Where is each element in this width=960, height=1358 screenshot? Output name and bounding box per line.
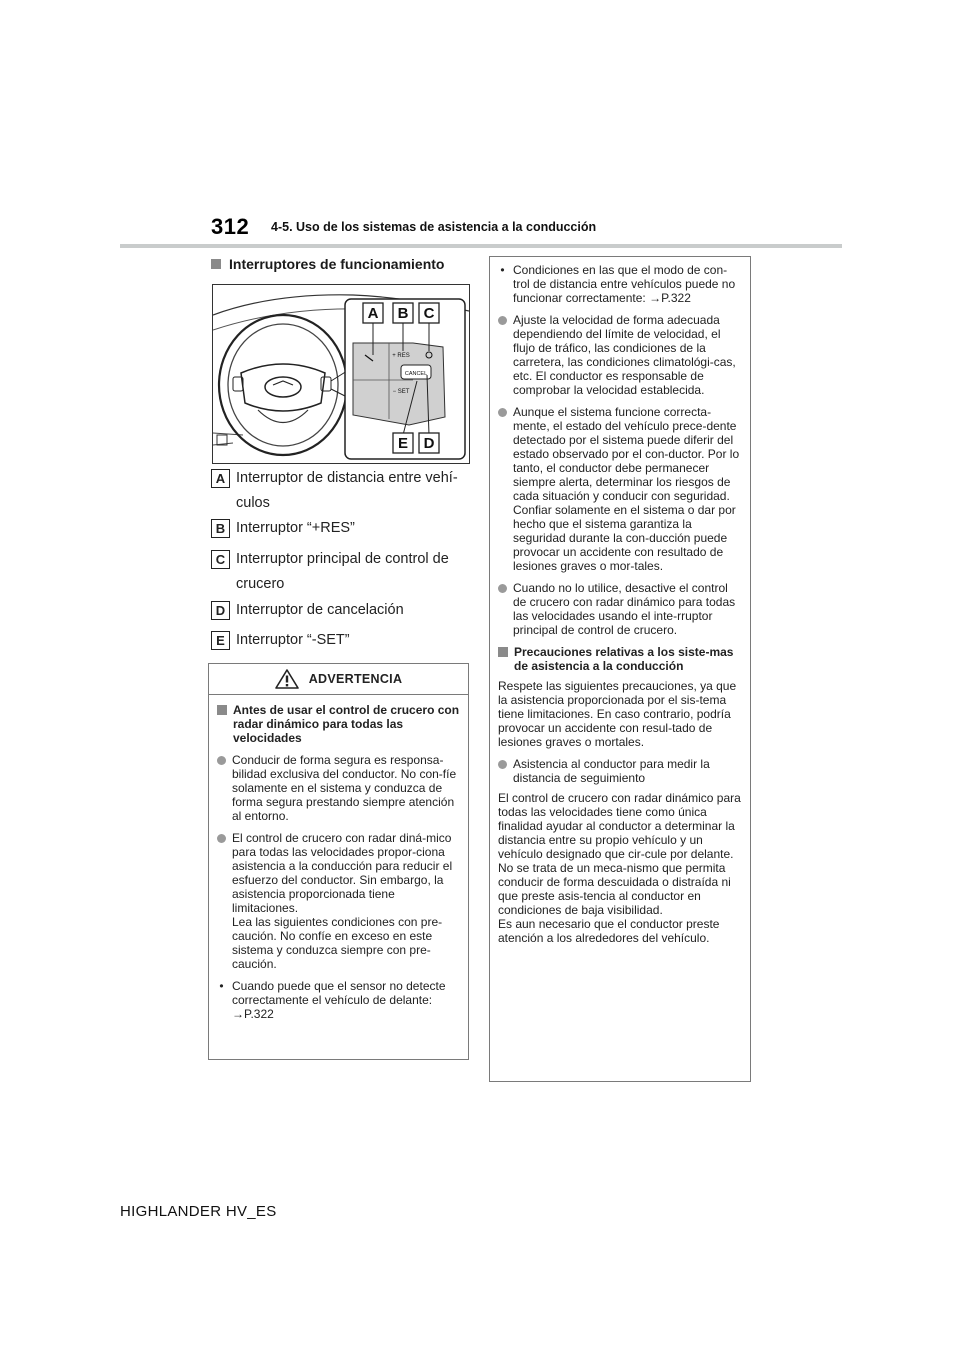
round-bullet-icon	[217, 756, 226, 765]
warning-dash-item	[217, 979, 460, 1021]
warning-box	[208, 663, 469, 1060]
square-bullet-icon	[211, 259, 221, 269]
right-subhead	[498, 645, 742, 673]
page-reference: →P.322	[232, 1007, 274, 1021]
round-bullet-icon	[498, 408, 507, 417]
svg-text:D: D	[423, 435, 435, 452]
legend-item-d	[211, 598, 404, 623]
bullet-text: Conducir de forma segura es responsa-bilidad exclusiva del conductor. No con-fíe solamente en el sistema y conduzca de forma segura prestando siempre atención al entorno.	[232, 753, 457, 823]
item-text: Interruptor “+RES”	[236, 520, 355, 536]
arrow-icon: →	[232, 1007, 244, 1021]
bullet-text: Asistencia al conductor para medir la distancia de seguimiento	[513, 757, 710, 785]
right-dash-item	[498, 263, 742, 305]
round-bullet-icon	[217, 834, 226, 843]
res-switch-label: + RES	[392, 353, 410, 359]
legend-item-b	[211, 516, 355, 541]
square-bullet-icon	[498, 647, 508, 657]
warning-subhead-text: Antes de usar el control de crucero con radar dinámico para todas las velocidades	[233, 703, 460, 745]
right-bullet-3	[498, 581, 742, 637]
warning-bullet-1	[217, 753, 460, 823]
item-text-cont: culos	[236, 495, 270, 512]
dash-bullet: •	[500, 263, 505, 277]
section-title: 4-5. Uso de los sistemas de asistencia a la conducción	[271, 220, 597, 234]
letter-label: C	[211, 550, 230, 569]
figure-letter-c	[419, 303, 439, 323]
right-bullet-2	[498, 405, 742, 573]
bullet-text-cont: Lea las siguientes condiciones con pre-caución. No confíe en exceso en este sistema y conduzca siempre con pre-caución.	[232, 915, 443, 971]
item-text: Interruptor de cancelación	[236, 602, 404, 618]
right-bullet-1	[498, 313, 742, 397]
bullet-text: Cuando no lo utilice, desactive el control de crucero con radar dinámico para todas las velocidades usando el inte-rruptor principal de control de crucero.	[513, 581, 736, 637]
cancel-switch-label: CANCEL	[404, 371, 428, 377]
subhead-text: Precauciones relativas a los siste-mas de asistencia a la conducción	[514, 645, 734, 673]
right-paragraph-2: El control de crucero con radar dinámico para todas las velocidades tiene como única finalidad ayudar al conductor a determinar la distancia entre su propio vehículo y un vehículo designado que cir-cule por delante. No se trata de un meca-nismo que permita conducir de forma descuidada o distraída ni que preste asis-tencia al conductor en condiciones de baja visibilidad. Es aun necesario que el conductor preste atención a los alrededores del vehículo.	[498, 791, 741, 945]
figure-letter-a	[363, 303, 383, 323]
round-bullet-icon	[498, 316, 507, 325]
operation-switches-heading	[211, 256, 444, 272]
legend-item-a	[211, 466, 458, 516]
warning-subhead	[217, 703, 460, 745]
svg-text:A: A	[367, 305, 379, 322]
item-text: Interruptor principal de control de	[236, 551, 449, 567]
right-paragraph-1: Respete las siguientes precauciones, ya que la asistencia proporcionada por el sis-tema tiene limitaciones. En caso contrario, podría provocar un accidente con resul-tado de lesiones graves o mortales.	[498, 679, 737, 749]
round-bullet-icon	[498, 760, 507, 769]
legend-item-e	[211, 628, 350, 653]
warning-triangle-icon	[275, 669, 299, 689]
set-switch-label: − SET	[392, 389, 410, 395]
bullet-text: El control de crucero con radar diná-mico para todas las velocidades propor-ciona asistencia a la conducción para reducir el esfuerzo del conductor. Sin embargo, la asistencia proporcionada tiene limitaciones.	[232, 831, 453, 915]
letter-label: B	[211, 519, 230, 538]
warning-bullet-2	[217, 831, 460, 971]
svg-text:B: B	[397, 305, 409, 322]
figure-letter-b	[393, 303, 413, 323]
letter-label: D	[211, 601, 230, 620]
legend-item-c	[211, 547, 449, 597]
right-column-box	[489, 256, 751, 1082]
header-rule	[120, 244, 842, 248]
warning-header	[209, 664, 468, 695]
page-number: 312	[211, 214, 250, 239]
figure-letter-d	[419, 433, 439, 453]
item-text: Interruptor “-SET”	[236, 632, 350, 648]
bullet-text: Ajuste la velocidad de forma adecuada dependiendo del límite de velocidad, el flujo de tráfico, las condiciones de la carretera, las condiciones climatológi-cas, etc. El conductor es responsable de comprobar la velocidad establecida.	[513, 313, 736, 397]
right-paragraph-3: Es aun necesario que el conductor preste atención a los alrededores del vehículo.	[498, 917, 720, 945]
round-bullet-icon	[498, 584, 507, 593]
svg-text:C: C	[423, 305, 435, 322]
item-text: Interruptor de distancia entre vehí-	[236, 470, 458, 486]
dash-text: Cuando puede que el sensor no detecte correctamente el vehículo de delante:	[232, 979, 446, 1007]
steering-wheel-illustration	[213, 285, 469, 463]
page-reference: →P.322	[649, 291, 691, 305]
steering-wheel-figure	[212, 284, 470, 464]
heading-text: Interruptores de funcionamiento	[229, 256, 445, 272]
svg-text:E: E	[397, 435, 409, 452]
figure-letter-e	[393, 433, 413, 453]
item-text-cont: crucero	[236, 576, 285, 593]
dash-bullet: •	[219, 979, 224, 993]
footer-model-name: HIGHLANDER HV_ES	[120, 1203, 277, 1220]
warning-title: ADVERTENCIA	[308, 672, 403, 686]
arrow-icon: →	[649, 291, 662, 305]
dash-text: Condiciones en las que el modo de con-trol de distancia entre vehículos puede no funcionar correctamente:	[513, 263, 736, 305]
letter-label: E	[211, 631, 230, 650]
letter-label: A	[211, 469, 230, 488]
square-bullet-icon	[217, 705, 227, 715]
right-bullet-4	[498, 757, 742, 785]
bullet-text: Aunque el sistema funcione correcta-mente, el estado del vehículo prece-dente detectado por el sistema puede diferir del estado observado por el con-ductor. Por lo tanto, el conductor debe permanecer siempre alerta, determinar los riesgos de cada situación y conducir con seguridad. Confiar solamente en el sistema o dar por hecho que el sistema garantiza la seguridad durante la con-ducción puede provocar un accidente con resultado de lesiones graves o mor-tales.	[513, 405, 740, 573]
